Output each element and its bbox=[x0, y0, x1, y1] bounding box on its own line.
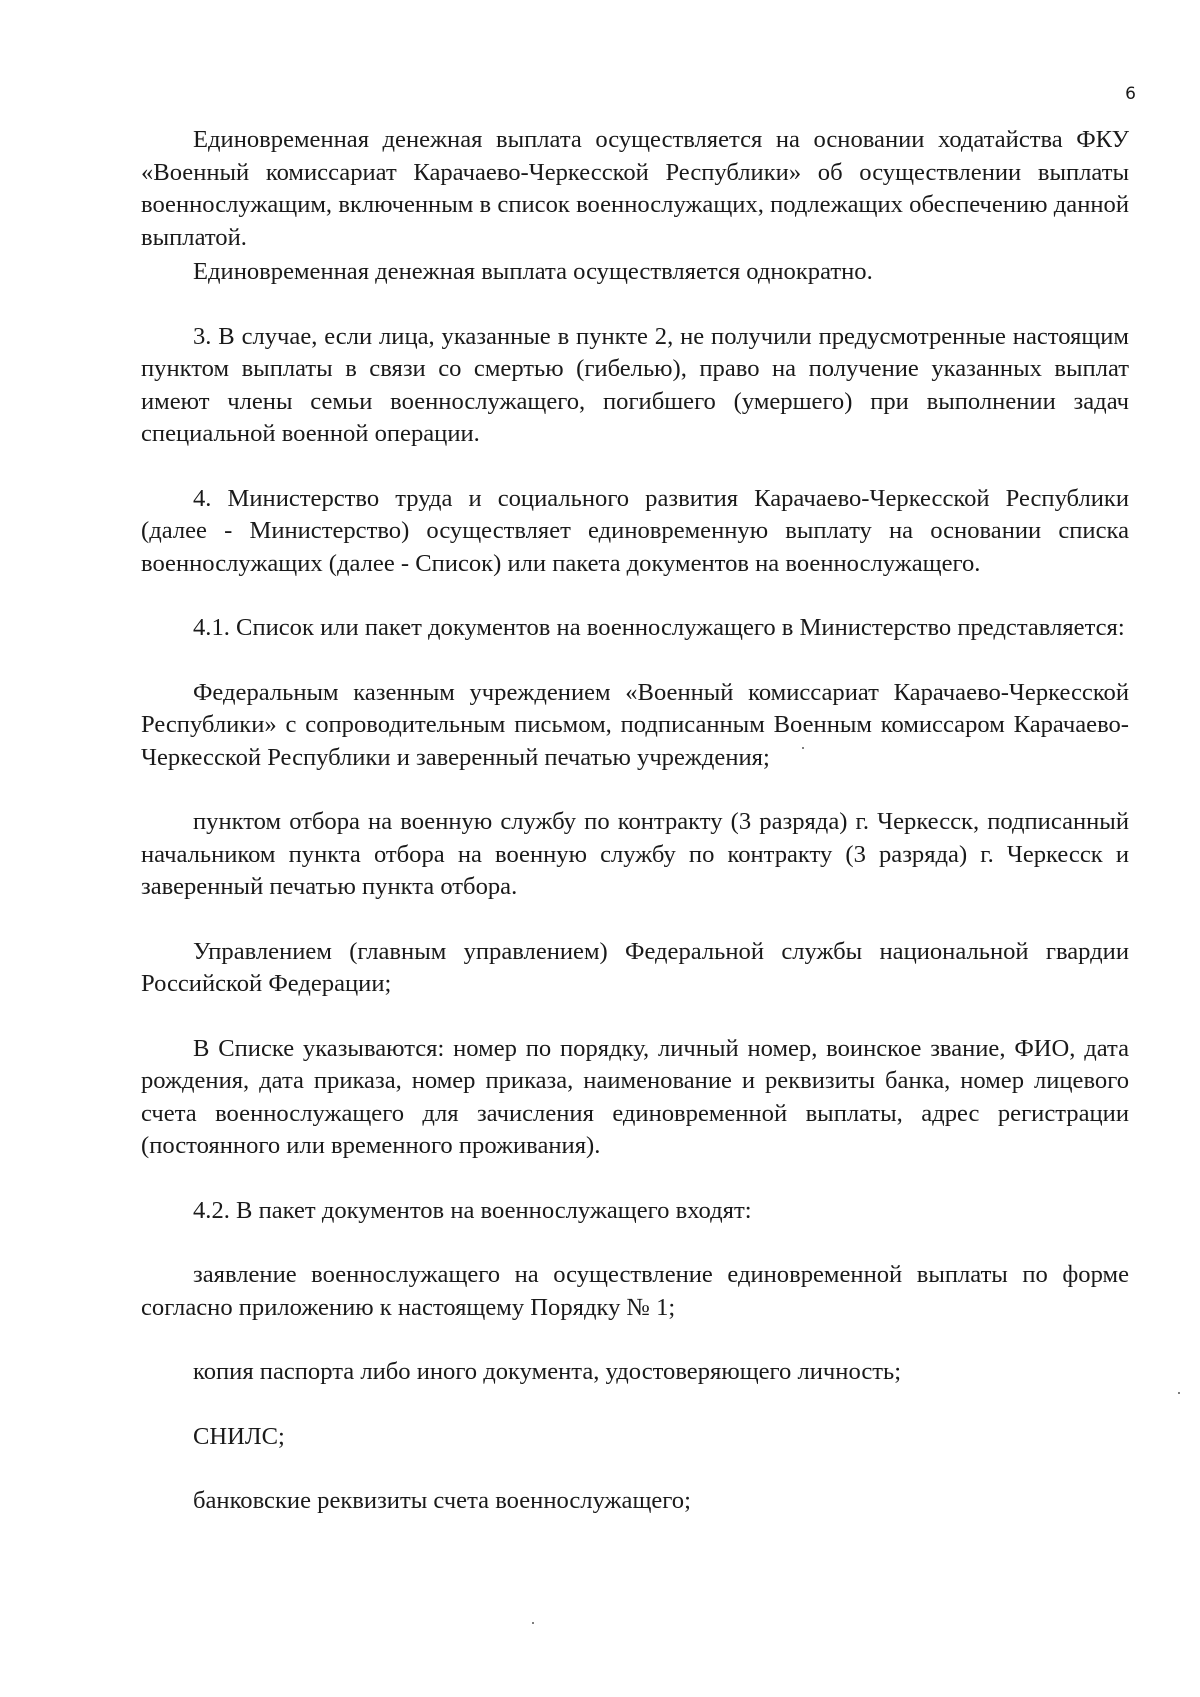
list-item-snils: СНИЛС; bbox=[193, 1422, 285, 1450]
list-item-bank-details: банковские реквизиты счета военнослужащего; bbox=[193, 1487, 691, 1514]
paragraph-payment-basis: Единовременная денежная выплата осуществляется на основании ходатайства ФКУ «Военный комиссариат Карачаево-Черкесской Республики» об осуществлении выплаты военнослужащим, включенным в список военнослужащих, подлежащих обеспечению данной выплатой. bbox=[141, 126, 1129, 251]
scan-speck bbox=[532, 1622, 534, 1624]
paragraph-item-3: 3. В случае, если лица, указанные в пункте 2, не получили предусмотренные настоящим пунктом выплаты в связи со смертью (гибелью), право на получение указанных выплат имеют члены семьи военнослужащего, погибшего (умершего) при выполнении задач специальной военной операции. bbox=[141, 322, 1129, 447]
paragraph-selection-point: пунктом отбора на военную службу по контракту (3 разряда) г. Черкесск, подписанный начальником пункта отбора на военную службу по контракту (3 разряда) г. Черкесск и заверенный печатью пункта отбора. bbox=[141, 808, 1129, 900]
page-number: 6 bbox=[1125, 84, 1136, 104]
paragraph-item-4: 4. Министерство труда и социального развития Карачаево-Черкесской Республики (далее - Министерство) осуществляет единовременную выплату на основании списка военнослужащих (далее - Список) или пакета документов на военнослужащего. bbox=[141, 484, 1129, 577]
list-item-passport: копия паспорта либо иного документа, удостоверяющего личность; bbox=[193, 1358, 902, 1385]
paragraph-item-4-1: 4.1. Список или пакет документов на военнослужащего в Министерство представляется: bbox=[193, 614, 1125, 641]
scan-speck bbox=[1178, 1392, 1180, 1394]
paragraph-item-4-2: 4.2. В пакет документов на военнослужащего входят: bbox=[193, 1196, 752, 1224]
document-body bbox=[141, 124, 1129, 1518]
scan-speck bbox=[802, 747, 804, 749]
list-item-application: заявление военнослужащего на осуществление единовременной выплаты по форме согласно приложению к настоящему Порядку № 1; bbox=[141, 1261, 1129, 1321]
paragraph-list-contents: В Списке указываются: номер по порядку, личный номер, воинское звание, ФИО, дата рождения, дата приказа, номер приказа, наименование и реквизиты банка, номер лицевого счета военнослужащего для зачисления единовременной выплаты, адрес регистрации (постоянного или временного проживания). bbox=[141, 1034, 1129, 1159]
paragraph-payment-once: Единовременная денежная выплата осуществляется однократно. bbox=[193, 258, 873, 285]
paragraph-national-guard: Управлением (главным управлением) Федеральной службы национальной гвардии Российской Федерации; bbox=[141, 937, 1129, 997]
paragraph-military-commissariat: Федеральным казенным учреждением «Военный комиссариат Карачаево-Черкесской Республики» с сопроводительным письмом, подписанным Военным комиссаром Карачаево-Черкесской Республики и заверенный печатью учреждения; bbox=[141, 678, 1129, 771]
